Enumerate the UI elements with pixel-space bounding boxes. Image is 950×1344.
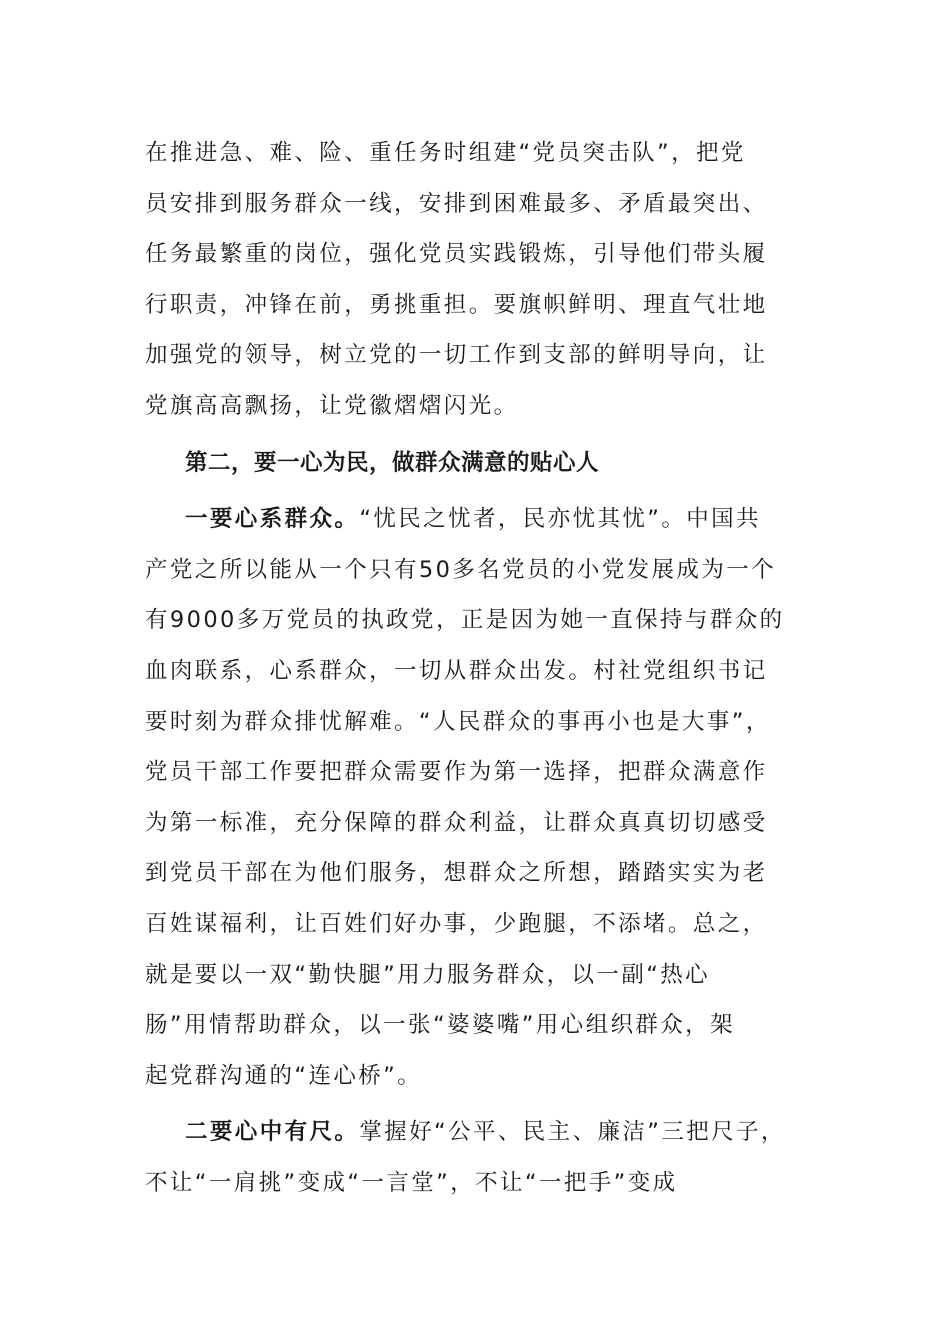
text-line: 到党员干部在为他们服务，想群众之所想，踏踏实实为老 bbox=[145, 860, 768, 887]
text-line: 党旗高高飘扬，让党徽熠熠闪光。 bbox=[145, 392, 519, 419]
text-line: 任务最繁重的岗位，强化党员实践锻炼，引导他们带头履 bbox=[145, 241, 768, 268]
paragraph-2 bbox=[145, 494, 815, 1101]
paragraph-lead: 二要心中有尺。 bbox=[185, 1119, 360, 1146]
text-line: 党员干部工作要把群众需要作为第一选择，把群众满意作 bbox=[145, 759, 768, 786]
text-line: 起党群沟通的“连心桥”。 bbox=[145, 1062, 423, 1089]
text-line: 加强党的领导，树立党的一切工作到支部的鲜明导向，让 bbox=[145, 342, 768, 369]
text-line: 百姓谋福利，让百姓们好办事，少跑腿，不添堵。总之， bbox=[145, 910, 768, 937]
text-line: 有9000多万党员的执政党，正是因为她一直保持与群众的 bbox=[145, 607, 785, 634]
text-line bbox=[145, 1107, 815, 1158]
text-run: “忧民之忧者，民亦忧其忧”。中国共 bbox=[359, 506, 761, 533]
text-line: 在推进急、难、险、重任务时组建“党员突击队”，把党 bbox=[145, 140, 746, 166]
paragraph-1 bbox=[145, 128, 815, 432]
text-run: 掌握好“公平、民主、廉洁”三把尺子， bbox=[359, 1119, 786, 1146]
paragraph-lead: 一要心系群众。 bbox=[185, 506, 360, 533]
text-line: 员安排到服务群众一线，安排到困难最多、矛盾最突出、 bbox=[145, 190, 768, 217]
text-line: 就是要以一双“勤快腿”用力服务群众，以一副“热心 bbox=[145, 961, 711, 988]
text-line: 产党之所以能从一个只有50多名党员的小党发展成为一个 bbox=[145, 556, 777, 583]
paragraph-3 bbox=[145, 1107, 815, 1208]
text-line: 为第一标准，充分保障的群众利益，让群众真真切切感受 bbox=[145, 809, 768, 836]
text-line: 不让“一肩挑”变成“一言堂”，不让“一把手”变成 bbox=[145, 1169, 678, 1196]
text-line bbox=[145, 494, 815, 545]
text-line: 肠”用情帮助群众，以一张“婆婆嘴”用心组织群众，架 bbox=[145, 1012, 735, 1039]
text-line: 要时刻为群众排忧解难。“人民群众的事再小也是大事”， bbox=[145, 708, 771, 735]
section-heading: 第二，要一心为民，做群众满意的贴心人 bbox=[185, 449, 600, 476]
document-body bbox=[145, 128, 815, 1208]
text-line: 行职责，冲锋在前，勇挑重担。要旗帜鲜明、理直气壮地 bbox=[145, 291, 768, 318]
text-line: 血肉联系，心系群众，一切从群众出发。村社党组织书记 bbox=[145, 657, 768, 684]
